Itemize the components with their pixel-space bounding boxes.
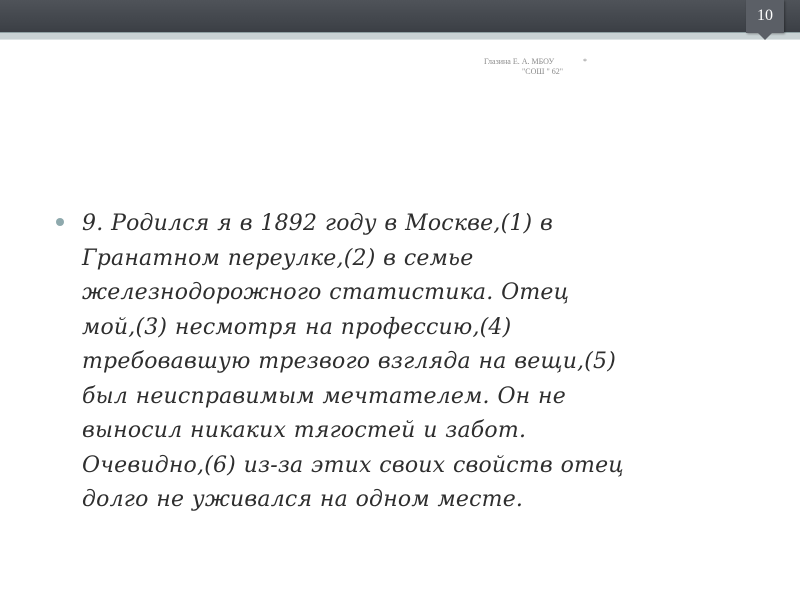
body-line: был неисправимым мечтателем. Он не bbox=[82, 383, 566, 409]
body-line: выносил никаких тягостей и забот. bbox=[82, 418, 527, 443]
author-note bbox=[484, 57, 594, 77]
body-line: требовавшую трезвого взгляда на вещи,(5) bbox=[82, 349, 617, 374]
body-line: 9. Родился я в 1892 году в Москве,(1) в bbox=[82, 211, 554, 236]
author-line-2: "СОШ " 62" bbox=[522, 67, 563, 76]
body-line: Гранатном переулке,(2) в семье bbox=[82, 245, 474, 271]
top-band bbox=[0, 0, 800, 32]
body-paragraph bbox=[82, 207, 746, 518]
author-marker: * bbox=[583, 57, 587, 66]
slide-number-tab-pointer bbox=[758, 33, 772, 40]
slide-number: 10 bbox=[757, 7, 773, 24]
slide-content bbox=[56, 207, 746, 518]
body-line: долго не уживался на одном месте. bbox=[82, 487, 524, 512]
top-stripe bbox=[0, 32, 800, 40]
body-line: железнодорожного статистика. Отец bbox=[82, 280, 570, 305]
body-line: Очевидно,(6) из-за этих своих свойств отец bbox=[82, 452, 624, 478]
body-line: мой,(3) несмотря на профессию,(4) bbox=[82, 314, 512, 340]
author-line-1: Глазина Е. А. МБОУ bbox=[484, 57, 555, 66]
bullet-icon bbox=[56, 218, 64, 226]
